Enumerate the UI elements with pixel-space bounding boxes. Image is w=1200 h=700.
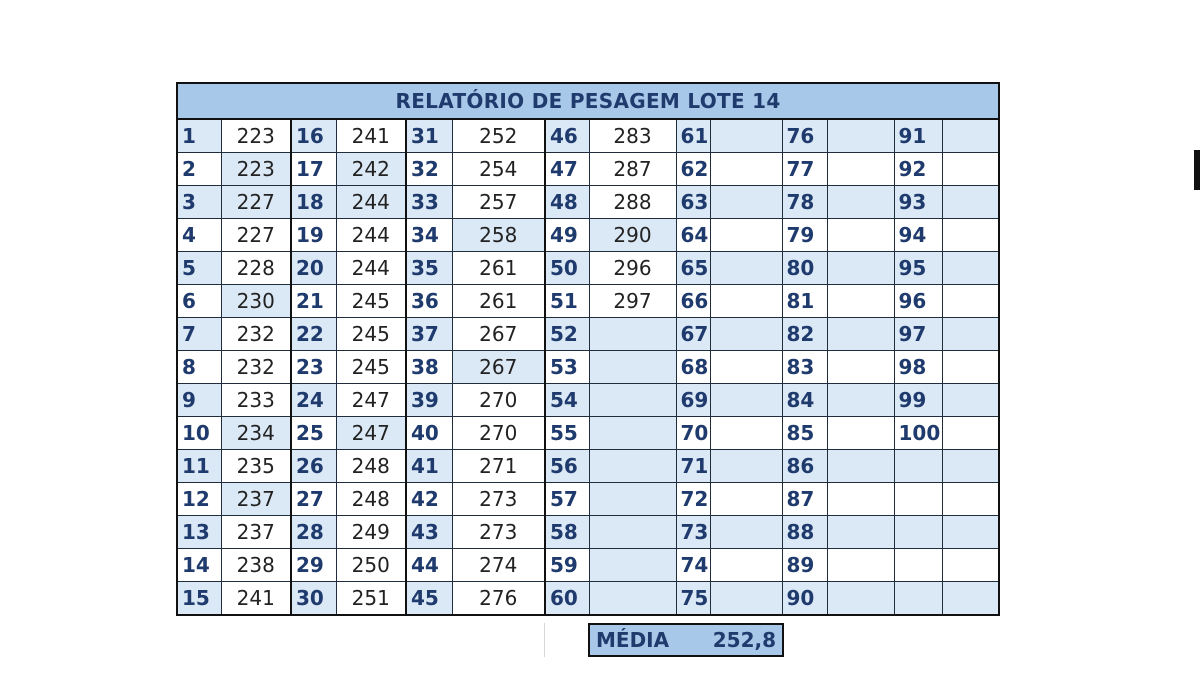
animal-number-cell[interactable]: 54 <box>545 384 589 417</box>
animal-number-cell[interactable]: 47 <box>545 153 589 186</box>
weight-cell[interactable] <box>827 351 894 384</box>
animal-number-cell[interactable]: 39 <box>406 384 452 417</box>
animal-number-cell[interactable]: 68 <box>676 351 710 384</box>
animal-number-cell[interactable]: 52 <box>545 318 589 351</box>
animal-number-cell[interactable]: 49 <box>545 219 589 252</box>
weight-cell[interactable]: 297 <box>589 285 676 318</box>
divider-line <box>544 623 545 657</box>
table-row <box>177 384 999 417</box>
animal-number-cell[interactable]: 59 <box>545 549 589 582</box>
animal-number-cell[interactable]: 29 <box>291 549 336 582</box>
animal-number-cell[interactable]: 71 <box>676 450 710 483</box>
animal-number-cell[interactable]: 15 <box>177 582 221 616</box>
weight-cell[interactable]: 288 <box>589 186 676 219</box>
weight-cell[interactable] <box>942 384 999 417</box>
table-row <box>177 450 999 483</box>
animal-number-cell[interactable]: 69 <box>676 384 710 417</box>
weight-cell[interactable] <box>827 285 894 318</box>
animal-number-cell[interactable]: 45 <box>406 582 452 616</box>
weight-cell[interactable]: 244 <box>336 219 406 252</box>
weight-cell[interactable]: 238 <box>221 549 291 582</box>
weight-cell[interactable] <box>710 582 782 616</box>
animal-number-cell[interactable]: 50 <box>545 252 589 285</box>
animal-number-cell[interactable]: 57 <box>545 483 589 516</box>
animal-number-cell[interactable]: 36 <box>406 285 452 318</box>
weight-cell[interactable] <box>827 252 894 285</box>
weight-cell[interactable] <box>942 516 999 549</box>
weight-cell[interactable]: 258 <box>452 219 545 252</box>
weight-cell[interactable] <box>589 417 676 450</box>
weight-cell[interactable] <box>589 549 676 582</box>
animal-number-cell[interactable]: 25 <box>291 417 336 450</box>
table-row <box>177 549 999 582</box>
weight-cell[interactable]: 261 <box>452 252 545 285</box>
animal-number-cell[interactable]: 88 <box>782 516 827 549</box>
weight-cell[interactable]: 237 <box>221 516 291 549</box>
weight-cell[interactable]: 223 <box>221 153 291 186</box>
animal-number-cell[interactable]: 85 <box>782 417 827 450</box>
animal-number-cell[interactable]: 78 <box>782 186 827 219</box>
animal-number-cell[interactable]: 37 <box>406 318 452 351</box>
weight-cell[interactable] <box>710 219 782 252</box>
animal-number-cell[interactable]: 5 <box>177 252 221 285</box>
animal-number-cell[interactable]: 16 <box>291 119 336 153</box>
average-label: MÉDIA <box>596 628 670 652</box>
weight-cell[interactable] <box>827 582 894 616</box>
weight-cell[interactable] <box>710 549 782 582</box>
animal-number-cell[interactable]: 35 <box>406 252 452 285</box>
weight-cell[interactable] <box>827 417 894 450</box>
weight-cell[interactable]: 223 <box>221 119 291 153</box>
weight-cell[interactable]: 248 <box>336 483 406 516</box>
animal-number-cell[interactable]: 60 <box>545 582 589 616</box>
animal-number-cell[interactable] <box>894 582 942 616</box>
animal-number-cell[interactable]: 65 <box>676 252 710 285</box>
animal-number-cell[interactable]: 12 <box>177 483 221 516</box>
animal-number-cell[interactable]: 17 <box>291 153 336 186</box>
weight-cell[interactable]: 273 <box>452 483 545 516</box>
table-row <box>177 351 999 384</box>
weight-cell[interactable]: 241 <box>336 119 406 153</box>
table-row <box>177 483 999 516</box>
animal-number-cell[interactable]: 84 <box>782 384 827 417</box>
animal-number-cell[interactable]: 83 <box>782 351 827 384</box>
average-box[interactable] <box>588 623 784 657</box>
table-row <box>177 516 999 549</box>
animal-number-cell[interactable] <box>894 483 942 516</box>
weight-cell[interactable]: 274 <box>452 549 545 582</box>
weight-cell[interactable] <box>710 186 782 219</box>
table-row <box>177 285 999 318</box>
weight-cell[interactable]: 261 <box>452 285 545 318</box>
table-row <box>177 252 999 285</box>
table-row <box>177 417 999 450</box>
average-value: 252,8 <box>712 628 776 652</box>
animal-number-cell[interactable]: 8 <box>177 351 221 384</box>
animal-number-cell[interactable]: 86 <box>782 450 827 483</box>
weight-cell[interactable]: 244 <box>336 252 406 285</box>
animal-number-cell[interactable]: 75 <box>676 582 710 616</box>
report-title: RELATÓRIO DE PESAGEM LOTE 14 <box>177 83 999 119</box>
weight-cell[interactable] <box>589 483 676 516</box>
weight-cell[interactable]: 247 <box>336 384 406 417</box>
weight-cell[interactable] <box>942 153 999 186</box>
weight-cell[interactable] <box>827 219 894 252</box>
weight-cell[interactable] <box>942 119 999 153</box>
weight-cell[interactable] <box>942 417 999 450</box>
animal-number-cell[interactable]: 43 <box>406 516 452 549</box>
weight-cell[interactable] <box>710 516 782 549</box>
animal-number-cell[interactable]: 9 <box>177 384 221 417</box>
animal-number-cell[interactable]: 99 <box>894 384 942 417</box>
weight-cell[interactable]: 290 <box>589 219 676 252</box>
weight-cell[interactable] <box>827 186 894 219</box>
weight-cell[interactable] <box>589 450 676 483</box>
weight-cell[interactable] <box>942 252 999 285</box>
animal-number-cell[interactable] <box>894 450 942 483</box>
animal-number-cell[interactable]: 11 <box>177 450 221 483</box>
animal-number-cell[interactable]: 93 <box>894 186 942 219</box>
weight-cell[interactable]: 252 <box>452 119 545 153</box>
weight-cell[interactable]: 270 <box>452 417 545 450</box>
animal-number-cell[interactable]: 77 <box>782 153 827 186</box>
weighing-report-sheet <box>176 82 998 616</box>
animal-number-cell[interactable]: 21 <box>291 285 336 318</box>
animal-number-cell[interactable]: 28 <box>291 516 336 549</box>
weight-cell[interactable]: 232 <box>221 318 291 351</box>
table-row <box>177 582 999 616</box>
animal-number-cell[interactable]: 64 <box>676 219 710 252</box>
weight-cell[interactable] <box>710 318 782 351</box>
weight-cell[interactable]: 267 <box>452 351 545 384</box>
weight-cell[interactable] <box>942 285 999 318</box>
animal-number-cell[interactable]: 31 <box>406 119 452 153</box>
animal-number-cell[interactable]: 30 <box>291 582 336 616</box>
animal-number-cell[interactable] <box>894 516 942 549</box>
weight-cell[interactable]: 242 <box>336 153 406 186</box>
weight-cell[interactable] <box>827 516 894 549</box>
animal-number-cell[interactable]: 70 <box>676 417 710 450</box>
weight-cell[interactable]: 251 <box>336 582 406 616</box>
weight-cell[interactable] <box>710 351 782 384</box>
weight-cell[interactable] <box>942 351 999 384</box>
animal-number-cell[interactable]: 53 <box>545 351 589 384</box>
weight-cell[interactable]: 267 <box>452 318 545 351</box>
animal-number-cell[interactable]: 67 <box>676 318 710 351</box>
animal-number-cell[interactable]: 63 <box>676 186 710 219</box>
animal-number-cell[interactable]: 82 <box>782 318 827 351</box>
weight-cell[interactable] <box>710 417 782 450</box>
weight-cell[interactable]: 271 <box>452 450 545 483</box>
table-row <box>177 219 999 252</box>
weight-cell[interactable]: 247 <box>336 417 406 450</box>
weight-cell[interactable]: 287 <box>589 153 676 186</box>
weight-cell[interactable]: 241 <box>221 582 291 616</box>
weight-cell[interactable]: 227 <box>221 219 291 252</box>
animal-number-cell[interactable]: 44 <box>406 549 452 582</box>
animal-number-cell[interactable]: 80 <box>782 252 827 285</box>
weight-cell[interactable] <box>827 318 894 351</box>
weight-cell[interactable] <box>827 119 894 153</box>
weight-cell[interactable] <box>589 384 676 417</box>
animal-number-cell[interactable]: 27 <box>291 483 336 516</box>
weight-cell[interactable] <box>827 549 894 582</box>
animal-number-cell[interactable]: 55 <box>545 417 589 450</box>
weight-cell[interactable] <box>942 483 999 516</box>
weight-cell[interactable]: 237 <box>221 483 291 516</box>
weight-cell[interactable] <box>942 318 999 351</box>
weight-cell[interactable] <box>827 384 894 417</box>
weight-cell[interactable] <box>827 483 894 516</box>
animal-number-cell[interactable]: 61 <box>676 119 710 153</box>
animal-number-cell[interactable]: 6 <box>177 285 221 318</box>
animal-number-cell[interactable]: 33 <box>406 186 452 219</box>
animal-number-cell[interactable]: 22 <box>291 318 336 351</box>
animal-number-cell[interactable]: 98 <box>894 351 942 384</box>
animal-number-cell[interactable]: 26 <box>291 450 336 483</box>
animal-number-cell[interactable]: 1 <box>177 119 221 153</box>
animal-number-cell[interactable]: 14 <box>177 549 221 582</box>
animal-number-cell[interactable]: 13 <box>177 516 221 549</box>
animal-number-cell[interactable]: 76 <box>782 119 827 153</box>
animal-number-cell[interactable]: 66 <box>676 285 710 318</box>
animal-number-cell[interactable]: 20 <box>291 252 336 285</box>
animal-number-cell[interactable]: 56 <box>545 450 589 483</box>
weight-cell[interactable]: 227 <box>221 186 291 219</box>
animal-number-cell[interactable]: 23 <box>291 351 336 384</box>
weight-cell[interactable]: 245 <box>336 285 406 318</box>
animal-number-cell[interactable]: 97 <box>894 318 942 351</box>
animal-number-cell[interactable]: 34 <box>406 219 452 252</box>
weight-cell[interactable] <box>942 450 999 483</box>
cropped-edge-mark <box>1194 150 1200 190</box>
weight-cell[interactable] <box>589 516 676 549</box>
animal-number-cell[interactable]: 3 <box>177 186 221 219</box>
animal-number-cell[interactable]: 96 <box>894 285 942 318</box>
animal-number-cell[interactable]: 91 <box>894 119 942 153</box>
weight-cell[interactable]: 296 <box>589 252 676 285</box>
animal-number-cell[interactable]: 24 <box>291 384 336 417</box>
weight-cell[interactable]: 245 <box>336 351 406 384</box>
animal-number-cell[interactable]: 41 <box>406 450 452 483</box>
animal-number-cell[interactable]: 73 <box>676 516 710 549</box>
weight-cell[interactable]: 276 <box>452 582 545 616</box>
table-body <box>177 119 999 615</box>
weight-cell[interactable]: 257 <box>452 186 545 219</box>
weight-cell[interactable]: 250 <box>336 549 406 582</box>
weight-cell[interactable]: 234 <box>221 417 291 450</box>
weight-cell[interactable] <box>589 582 676 616</box>
weight-cell[interactable] <box>942 582 999 616</box>
animal-number-cell[interactable]: 81 <box>782 285 827 318</box>
animal-number-cell[interactable]: 32 <box>406 153 452 186</box>
weight-cell[interactable]: 273 <box>452 516 545 549</box>
animal-number-cell[interactable]: 100 <box>894 417 942 450</box>
weight-cell[interactable] <box>589 351 676 384</box>
table-row <box>177 153 999 186</box>
weight-cell[interactable]: 254 <box>452 153 545 186</box>
weight-cell[interactable] <box>710 119 782 153</box>
animal-number-cell[interactable]: 40 <box>406 417 452 450</box>
table-row <box>177 119 999 153</box>
animal-number-cell[interactable]: 18 <box>291 186 336 219</box>
animal-number-cell[interactable]: 74 <box>676 549 710 582</box>
weight-cell[interactable] <box>710 252 782 285</box>
weight-cell[interactable]: 283 <box>589 119 676 153</box>
animal-number-cell[interactable]: 51 <box>545 285 589 318</box>
weight-cell[interactable]: 230 <box>221 285 291 318</box>
weight-cell[interactable]: 232 <box>221 351 291 384</box>
animal-number-cell[interactable]: 48 <box>545 186 589 219</box>
weight-cell[interactable] <box>710 285 782 318</box>
animal-number-cell[interactable]: 90 <box>782 582 827 616</box>
animal-number-cell[interactable]: 38 <box>406 351 452 384</box>
weight-cell[interactable] <box>942 186 999 219</box>
animal-number-cell[interactable]: 19 <box>291 219 336 252</box>
animal-number-cell[interactable]: 10 <box>177 417 221 450</box>
weight-cell[interactable] <box>710 153 782 186</box>
weight-cell[interactable]: 233 <box>221 384 291 417</box>
weight-cell[interactable] <box>942 549 999 582</box>
weight-cell[interactable] <box>710 483 782 516</box>
animal-number-cell[interactable]: 95 <box>894 252 942 285</box>
weight-cell[interactable]: 245 <box>336 318 406 351</box>
weight-cell[interactable] <box>827 153 894 186</box>
animal-number-cell[interactable]: 42 <box>406 483 452 516</box>
weight-cell[interactable] <box>710 450 782 483</box>
table-row <box>177 318 999 351</box>
weight-cell[interactable]: 248 <box>336 450 406 483</box>
animal-number-cell[interactable]: 46 <box>545 119 589 153</box>
animal-number-cell[interactable]: 62 <box>676 153 710 186</box>
animal-number-cell[interactable]: 87 <box>782 483 827 516</box>
animal-number-cell[interactable]: 7 <box>177 318 221 351</box>
animal-number-cell[interactable]: 79 <box>782 219 827 252</box>
weighing-table <box>176 82 1000 616</box>
animal-number-cell[interactable]: 92 <box>894 153 942 186</box>
weight-cell[interactable]: 249 <box>336 516 406 549</box>
weight-cell[interactable]: 235 <box>221 450 291 483</box>
weight-cell[interactable] <box>827 450 894 483</box>
animal-number-cell[interactable]: 89 <box>782 549 827 582</box>
animal-number-cell[interactable]: 4 <box>177 219 221 252</box>
weight-cell[interactable]: 228 <box>221 252 291 285</box>
weight-cell[interactable]: 244 <box>336 186 406 219</box>
weight-cell[interactable] <box>710 384 782 417</box>
table-row <box>177 186 999 219</box>
weight-cell[interactable] <box>942 219 999 252</box>
animal-number-cell[interactable]: 58 <box>545 516 589 549</box>
animal-number-cell[interactable]: 94 <box>894 219 942 252</box>
weight-cell[interactable] <box>589 318 676 351</box>
animal-number-cell[interactable]: 2 <box>177 153 221 186</box>
animal-number-cell[interactable] <box>894 549 942 582</box>
animal-number-cell[interactable]: 72 <box>676 483 710 516</box>
weight-cell[interactable]: 270 <box>452 384 545 417</box>
